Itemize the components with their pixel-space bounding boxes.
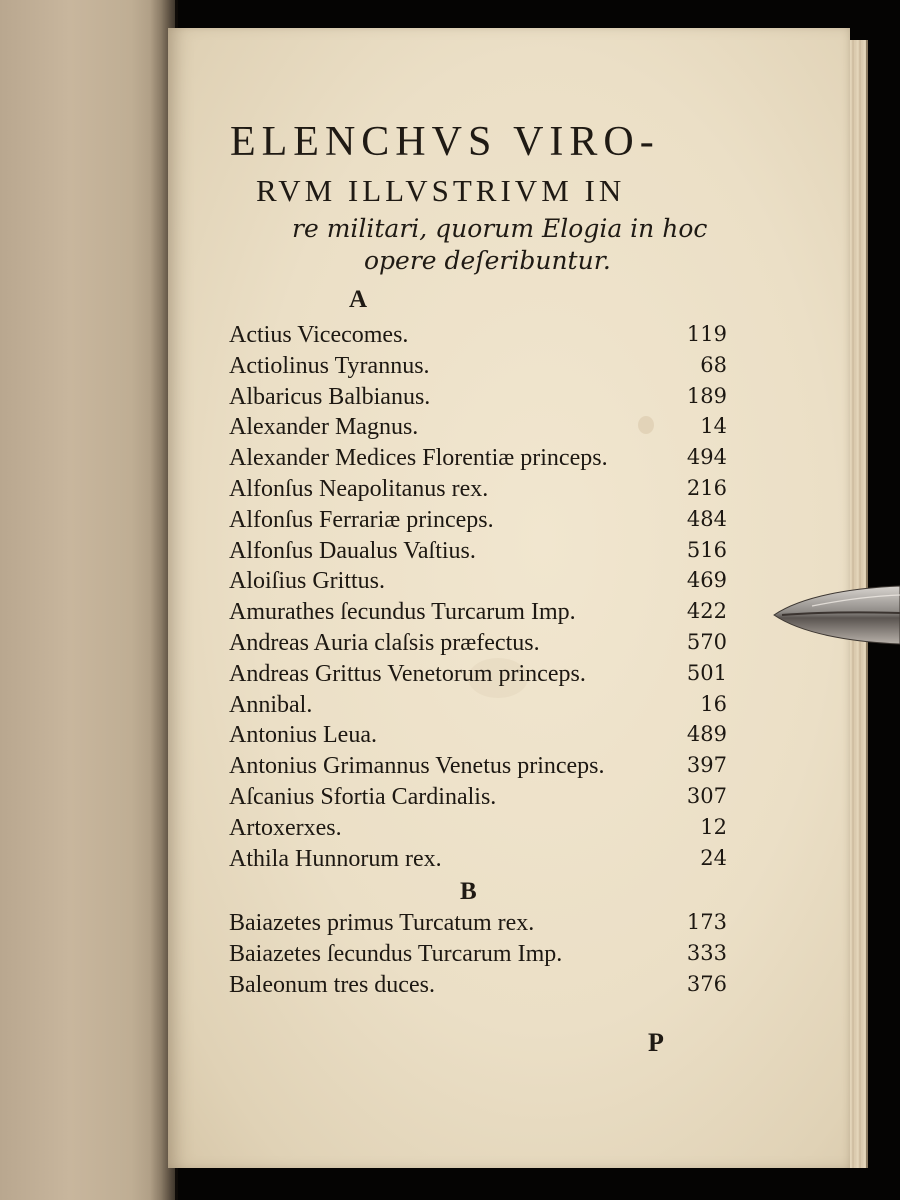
entry-name: Artoxerxes. [229,814,342,841]
index-list-a [229,322,727,876]
entry-name: Alfonſus Neapolitanus rex. [229,475,489,502]
entry-name: Andreas Grittus Venetorum princeps. [229,660,586,687]
index-entry [229,661,727,692]
index-entry [229,941,727,972]
index-entry [229,972,727,1003]
entry-page: 68 [700,352,727,377]
title-line-2: RVM ILLVSTRIVM IN [256,173,626,208]
entry-name: Alexander Magnus. [229,414,419,441]
index-entry [229,476,727,507]
entry-page: 307 [686,783,727,808]
entry-page: 494 [686,445,727,470]
index-entry [229,384,727,415]
entry-name: Aloiſius Grittus. [229,568,386,595]
entry-page: 570 [686,629,727,654]
entry-name: Baiazetes ſecundus Turcarum Imp. [229,940,563,967]
entry-page: 489 [686,722,727,747]
index-entry [229,910,727,941]
entry-page: 484 [686,506,727,531]
entry-page: 173 [686,910,727,934]
section-letter-a: A [349,286,368,313]
index-entry [229,538,727,569]
entry-page: 216 [686,475,727,500]
index-entry [229,846,727,877]
entry-page: 16 [700,691,727,716]
entry-page: 422 [686,599,727,624]
entry-page: 397 [686,753,727,778]
entry-page: 12 [700,814,727,839]
index-entry [229,353,727,384]
entry-name: Andreas Auria claſsis præfectus. [229,629,540,656]
index-entry [229,322,727,353]
entry-name: Alfonſus Ferrariæ princeps. [229,506,494,533]
entry-name: Antonius Leua. [229,722,377,749]
entry-page: 333 [686,940,727,965]
index-entry [229,568,727,599]
index-list-b [229,910,727,1002]
entry-name: Athila Hunnorum rex. [229,845,442,872]
entry-name: Annibal. [229,691,313,718]
title-line-3: re militari, quorum Elogia in hoc [292,214,708,243]
index-entry [229,815,727,846]
index-entry [229,630,727,661]
bookmark-pointer-icon [772,582,900,648]
entry-page: 469 [686,568,727,593]
index-entry [229,507,727,538]
entry-page: 189 [686,383,727,408]
index-entry [229,722,727,753]
entry-name: Aſcanius Sfortia Cardinalis. [229,783,497,810]
index-entry [229,784,727,815]
entry-page: 24 [700,845,727,870]
entry-name: Amurathes ſecundus Turcarum Imp. [229,599,576,626]
index-entry [229,414,727,445]
entry-page: 14 [700,414,727,439]
index-entry [229,599,727,630]
entry-name: Albaricus Balbianus. [229,383,431,410]
index-entry [229,692,727,723]
entry-name: Actius Vicecomes. [229,322,409,348]
book-page [168,28,850,1168]
entry-name: Baleonum tres duces. [229,971,435,998]
entry-page: 516 [686,537,727,562]
entry-page: 501 [686,660,727,685]
index-entry [229,445,727,476]
index-entry [229,753,727,784]
entry-name: Antonius Grimannus Venetus princeps. [229,753,605,780]
title-line-1: ELENCHVS VIRO- [230,119,660,165]
section-letter-b: B [460,878,477,905]
entry-name: Baiazetes primus Turcatum rex. [229,910,535,936]
entry-name: Alfonſus Daualus Vaſtius. [229,537,476,564]
title-line-4: opere deſeribuntur. [364,246,611,275]
entry-page: 376 [686,971,727,996]
catchword: P [648,1028,664,1057]
entry-name: Alexander Medices Florentiæ princeps. [229,445,608,472]
book-cover-edge [0,0,175,1200]
entry-page: 119 [686,322,727,346]
entry-name: Actiolinus Tyrannus. [229,352,430,379]
